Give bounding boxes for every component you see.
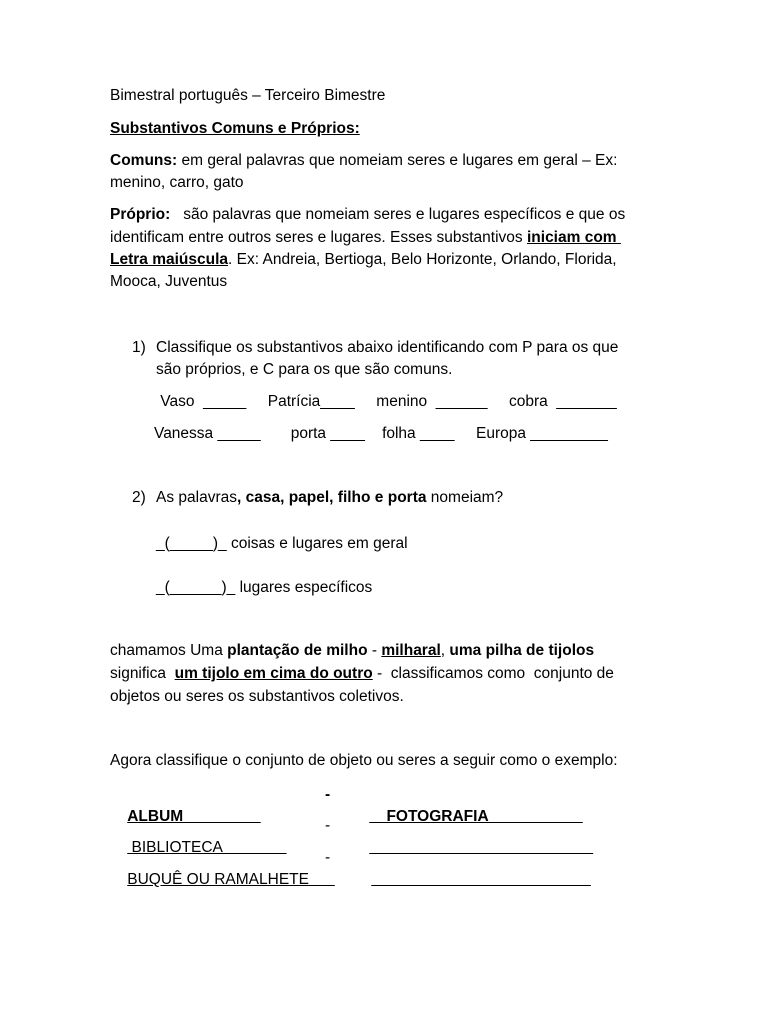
heading-text: Substantivos Comuns e Próprios: bbox=[110, 120, 360, 137]
exercise-row-biblioteca-left: BIBLIOTECA bbox=[127, 839, 287, 856]
q2-option-1: _(_____)_ coisas e lugares em geral bbox=[156, 535, 408, 552]
q2-number: 2) bbox=[132, 489, 146, 506]
exercise-row-buque-dash: - bbox=[325, 849, 331, 866]
proprio-emphasis: iniciam com bbox=[526, 229, 621, 246]
proprio-definition-line3 bbox=[110, 249, 617, 271]
proprio-definition-line1 bbox=[110, 204, 625, 226]
comuns-text: em geral palavras que nomeiam seres e lugares em geral – Ex: bbox=[177, 152, 618, 169]
q1-text-line2: são próprios, e C para os que são comuns. bbox=[156, 361, 453, 378]
q1-text-line1: Classifique os substantivos abaixo identificando com P para os que bbox=[156, 339, 619, 356]
coletivo-l1a: chamamos Uma bbox=[110, 642, 228, 659]
section-heading bbox=[110, 118, 360, 140]
exercise-row-buque-right bbox=[354, 847, 591, 913]
q2-words: , casa, papel, filho e porta bbox=[236, 489, 427, 506]
coletivo-l1c: - bbox=[367, 642, 382, 659]
proprio-definition-line2 bbox=[110, 227, 621, 249]
coletivo-l2c: - classificamos como conjunto de bbox=[372, 665, 614, 682]
q1-items-row2: Vanessa _____ porta ____ folha ____ Europa _________ bbox=[154, 425, 608, 442]
coletivo-line1 bbox=[110, 640, 594, 662]
proprio-label: Próprio: bbox=[110, 206, 171, 223]
comuns-definition-line2: menino, carro, gato bbox=[110, 174, 244, 191]
exercise-row-album-dash bbox=[325, 784, 330, 806]
exercise-row-buque-left: BUQUÊ OU RAMALHETE bbox=[127, 871, 335, 888]
proprio-definition-line4: Mooca, Juventus bbox=[110, 273, 228, 290]
q2-option-2: _(______)_ lugares específicos bbox=[156, 579, 373, 596]
q1-number: 1) bbox=[132, 339, 146, 356]
comuns-definition-line1 bbox=[110, 150, 617, 172]
coletivo-l1f: uma pilha de tijolos bbox=[449, 642, 595, 659]
proprio-emphasis-2: Letra maiúscula bbox=[110, 251, 229, 268]
coletivo-line2 bbox=[110, 663, 614, 685]
exercise-row-buque bbox=[110, 847, 335, 913]
q2-text bbox=[156, 487, 503, 509]
coletivo-l2a: significa bbox=[110, 665, 175, 682]
coletivo-l1b: plantação de milho bbox=[227, 642, 368, 659]
q2-text-a: As palavras bbox=[156, 489, 237, 506]
exercise-intro: Agora classifique o conjunto de objeto ou seres a seguir como o exemplo: bbox=[110, 752, 618, 769]
coletivo-l1d: milharal bbox=[381, 642, 441, 659]
exercise-row-album-dash-text: - bbox=[325, 786, 331, 803]
coletivo-l1e: , bbox=[440, 642, 450, 659]
document-title: Bimestral português – Terceiro Bimestre bbox=[110, 87, 386, 104]
exercise-row-buque-answer bbox=[371, 871, 591, 888]
comuns-label: Comuns: bbox=[110, 152, 178, 169]
coletivo-line3: objetos ou seres os substantivos coletivos. bbox=[110, 688, 404, 705]
exercise-row-album-right-text: FOTOGRAFIA bbox=[369, 808, 583, 825]
coletivo-l2b: um tijolo em cima do outro bbox=[174, 665, 373, 682]
proprio-text: são palavras que nomeiam seres e lugares específicos e que os bbox=[170, 206, 626, 223]
q2-text-c: nomeiam? bbox=[426, 489, 504, 506]
q1-items-row1: Vaso _____ Patrícia____ menino ______ cobra _______ bbox=[156, 393, 617, 410]
proprio-examples: . Ex: Andreia, Bertioga, Belo Horizonte, Orlando, Florida, bbox=[228, 251, 617, 268]
exercise-row-biblioteca-dash: - bbox=[325, 817, 331, 834]
proprio-text-2a: identificam entre outros seres e lugares. Esses substantivos bbox=[110, 229, 527, 246]
exercise-row-album-left: ALBUM bbox=[127, 808, 261, 825]
